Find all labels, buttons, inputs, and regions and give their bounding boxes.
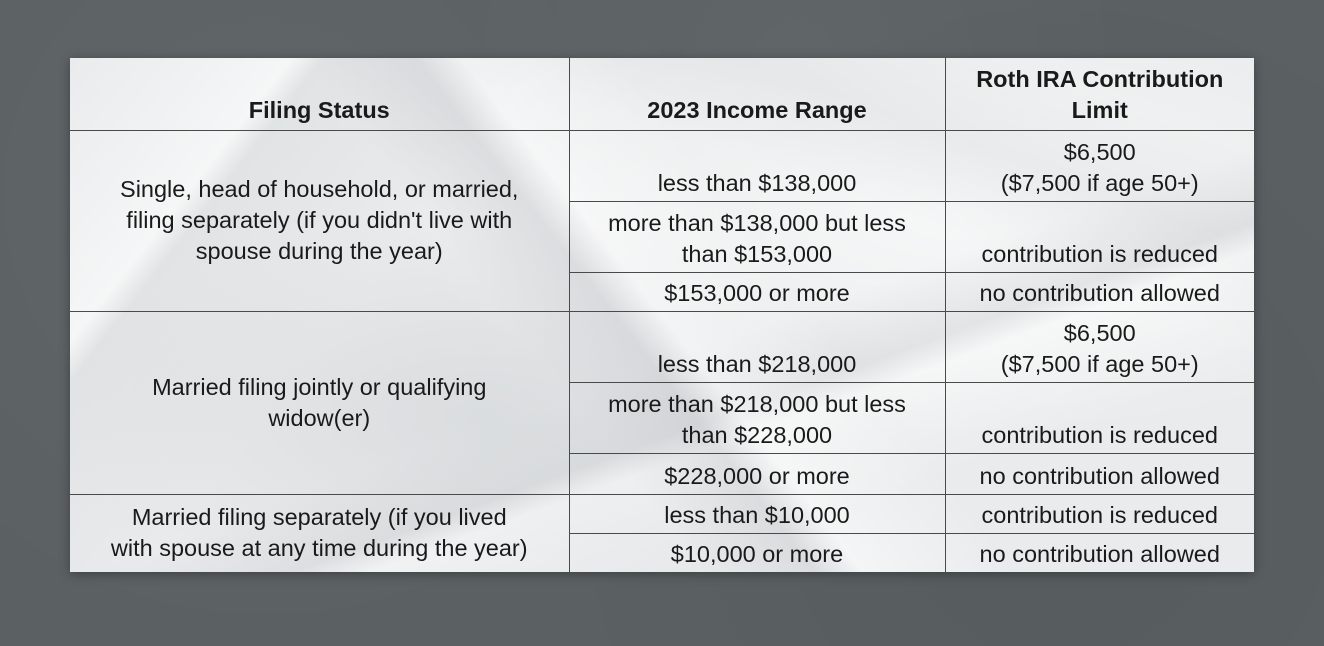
income-range-line: less than $10,000 [664,501,850,528]
header-filing-status: Filing Status [70,58,569,130]
income-range-cell [569,311,945,382]
income-range-line: $153,000 or more [664,279,850,306]
contribution-limit-line: no contribution allowed [979,541,1220,567]
table-row [70,494,1254,533]
filing-status-line: Married filing separately (if you lived [131,504,507,531]
paper-background [70,58,1254,572]
income-range-line: than $153,000 [681,240,833,267]
income-range-line: than $228,000 [681,421,833,448]
contribution-limit-line: $6,500 [1063,319,1136,346]
roth-ira-limits-table [70,58,1254,572]
header-limit-line-2: Limit [1071,96,1128,123]
income-range-line: less than $138,000 [657,169,857,196]
filing-status-line: with spouse at any time during the year) [110,535,528,562]
contribution-limit-line: $6,500 [1063,138,1136,165]
filing-status-cell [70,311,569,494]
income-range-line: more than $218,000 but less [608,390,906,417]
contribution-limit-cell [945,453,1254,494]
income-range-cell [569,382,945,453]
contribution-limit-cell [945,533,1254,572]
income-range-line: less than $218,000 [657,350,857,377]
income-range-cell [569,201,945,272]
contribution-limit-line: contribution is reduced [981,421,1218,448]
income-range-cell [569,494,945,533]
filing-status-line: Married filing jointly or qualifying [152,373,487,400]
contribution-limit-cell [945,272,1254,311]
contribution-limit-cell [945,311,1254,382]
header-row [70,58,1254,130]
filing-status-cell [70,494,569,572]
contribution-limit-line: ($7,500 if age 50+) [1000,350,1199,377]
filing-status-line: widow(er) [268,404,371,431]
income-range-cell [569,533,945,572]
income-range-line: more than $138,000 but less [608,209,906,236]
filing-status-cell [70,130,569,311]
income-range-line: $10,000 or more [670,541,844,567]
contribution-limit-line: ($7,500 if age 50+) [1000,169,1199,196]
header-limit-line-1: Roth IRA Contribution [976,65,1224,92]
contribution-limit-cell [945,201,1254,272]
contribution-limit-cell [945,130,1254,201]
income-range-cell [569,453,945,494]
income-range-cell [569,272,945,311]
contribution-limit-line: no contribution allowed [979,462,1220,489]
income-range-line: $228,000 or more [664,462,850,489]
contribution-limit-line: contribution is reduced [981,240,1218,267]
header-contribution-limit [945,58,1254,130]
filing-status-line: filing separately (if you didn't live with [126,207,513,233]
contribution-limit-cell [945,382,1254,453]
contribution-limit-line: no contribution allowed [979,279,1220,306]
filing-status-line: spouse during the year) [195,238,443,264]
filing-status-line: Single, head of household, or married, [120,176,519,202]
table-row [70,130,1254,201]
table-row [70,311,1254,382]
header-income-range: 2023 Income Range [569,58,945,130]
income-range-cell [569,130,945,201]
contribution-limit-cell [945,494,1254,533]
contribution-limit-line: contribution is reduced [981,501,1218,528]
